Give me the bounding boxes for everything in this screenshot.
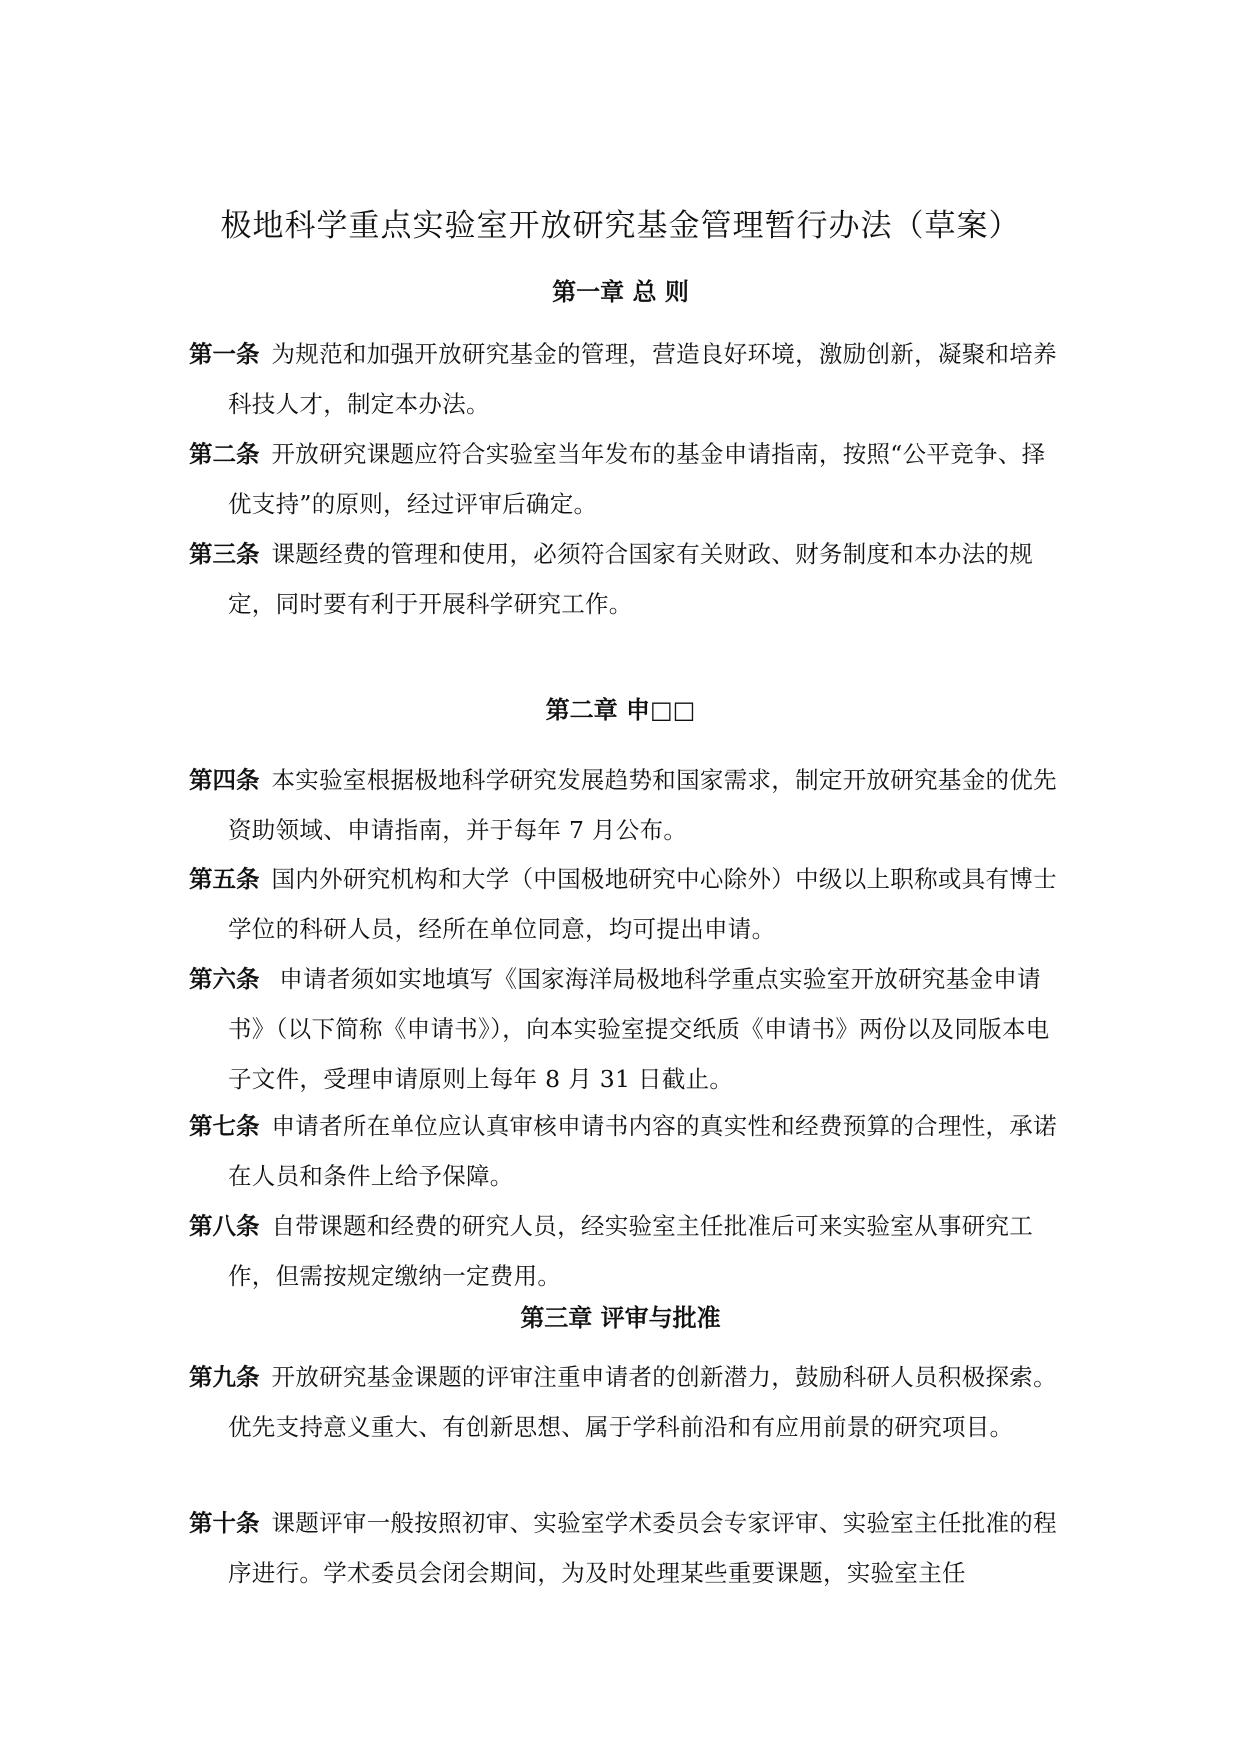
article-text: 课题评审一般按照初审、实验室学术委员会专家评审、实验室主任批准的程序进行。学术委员会闭会期间，为及时处理某些重要课题，实验室主任 [228, 1509, 1057, 1587]
article-label: 第八条 [189, 1212, 260, 1240]
article-9 [189, 1352, 1059, 1452]
article-3 [189, 529, 1059, 629]
chapter-heading-3: 第三章 评审与批准 [520, 1304, 721, 1332]
article-10 [189, 1498, 1059, 1598]
article-4 [189, 755, 1059, 855]
article-text: 开放研究基金课题的评审注重申请者的创新潜力，鼓励科研人员积极探索。优先支持意义重大、有创新思想、属于学科前沿和有应用前景的研究项目。 [228, 1363, 1057, 1441]
article-text: 课题经费的管理和使用，必须符合国家有关财政、财务制度和本办法的规定，同时要有利于开展科学研究工作。 [228, 540, 1034, 618]
article-5 [189, 854, 1059, 954]
article-text: 本实验室根据极地科学研究发展趋势和国家需求，制定开放研究基金的优先资助领域、申请指南，并于每年 7 月公布。 [228, 766, 1057, 844]
article-label: 第五条 [189, 865, 260, 893]
article-text: 自带课题和经费的研究人员，经实验室主任批准后可来实验室从事研究工作，但需按规定缴纳一定费用。 [228, 1212, 1034, 1290]
chapter-heading-2: 第二章 申□□ [545, 696, 696, 724]
article-6 [189, 954, 1059, 1104]
article-label: 第七条 [189, 1112, 260, 1140]
chapter-heading-1: 第一章 总 则 [552, 278, 689, 306]
article-label: 第三条 [189, 540, 260, 568]
article-text: 为规范和加强开放研究基金的管理，营造良好环境，激励创新，凝聚和培养科技人才，制定本办法。 [228, 340, 1057, 418]
article-text: 申请者须如实地填写《国家海洋局极地科学重点实验室开放研究基金申请书》（以下简称《申请书》），向本实验室提交纸质《申请书》两份以及同版本电子文件，受理申请原则上每年 8 月 31 日截止。 [228, 965, 1050, 1093]
article-label: 第一条 [189, 340, 260, 368]
article-text: 申请者所在单位应认真审核申请书内容的真实性和经费预算的合理性，承诺在人员和条件上给予保障。 [228, 1112, 1057, 1190]
article-text: 开放研究课题应符合实验室当年发布的基金申请指南，按照“公平竞争、择优支持”的原则，经过评审后确定。 [228, 440, 1046, 518]
document-title: 极地科学重点实验室开放研究基金管理暂行办法（草案） [220, 208, 1021, 244]
article-label: 第六条 [189, 965, 260, 993]
article-label: 第十条 [189, 1509, 260, 1537]
article-7 [189, 1101, 1059, 1201]
article-label: 第九条 [189, 1363, 260, 1391]
article-label: 第二条 [189, 440, 260, 468]
article-8 [189, 1201, 1059, 1301]
article-1 [189, 329, 1059, 429]
article-2 [189, 429, 1059, 529]
article-label: 第四条 [189, 766, 260, 794]
article-text: 国内外研究机构和大学（中国极地研究中心除外）中级以上职称或具有博士学位的科研人员，经所在单位同意，均可提出申请。 [228, 865, 1057, 943]
